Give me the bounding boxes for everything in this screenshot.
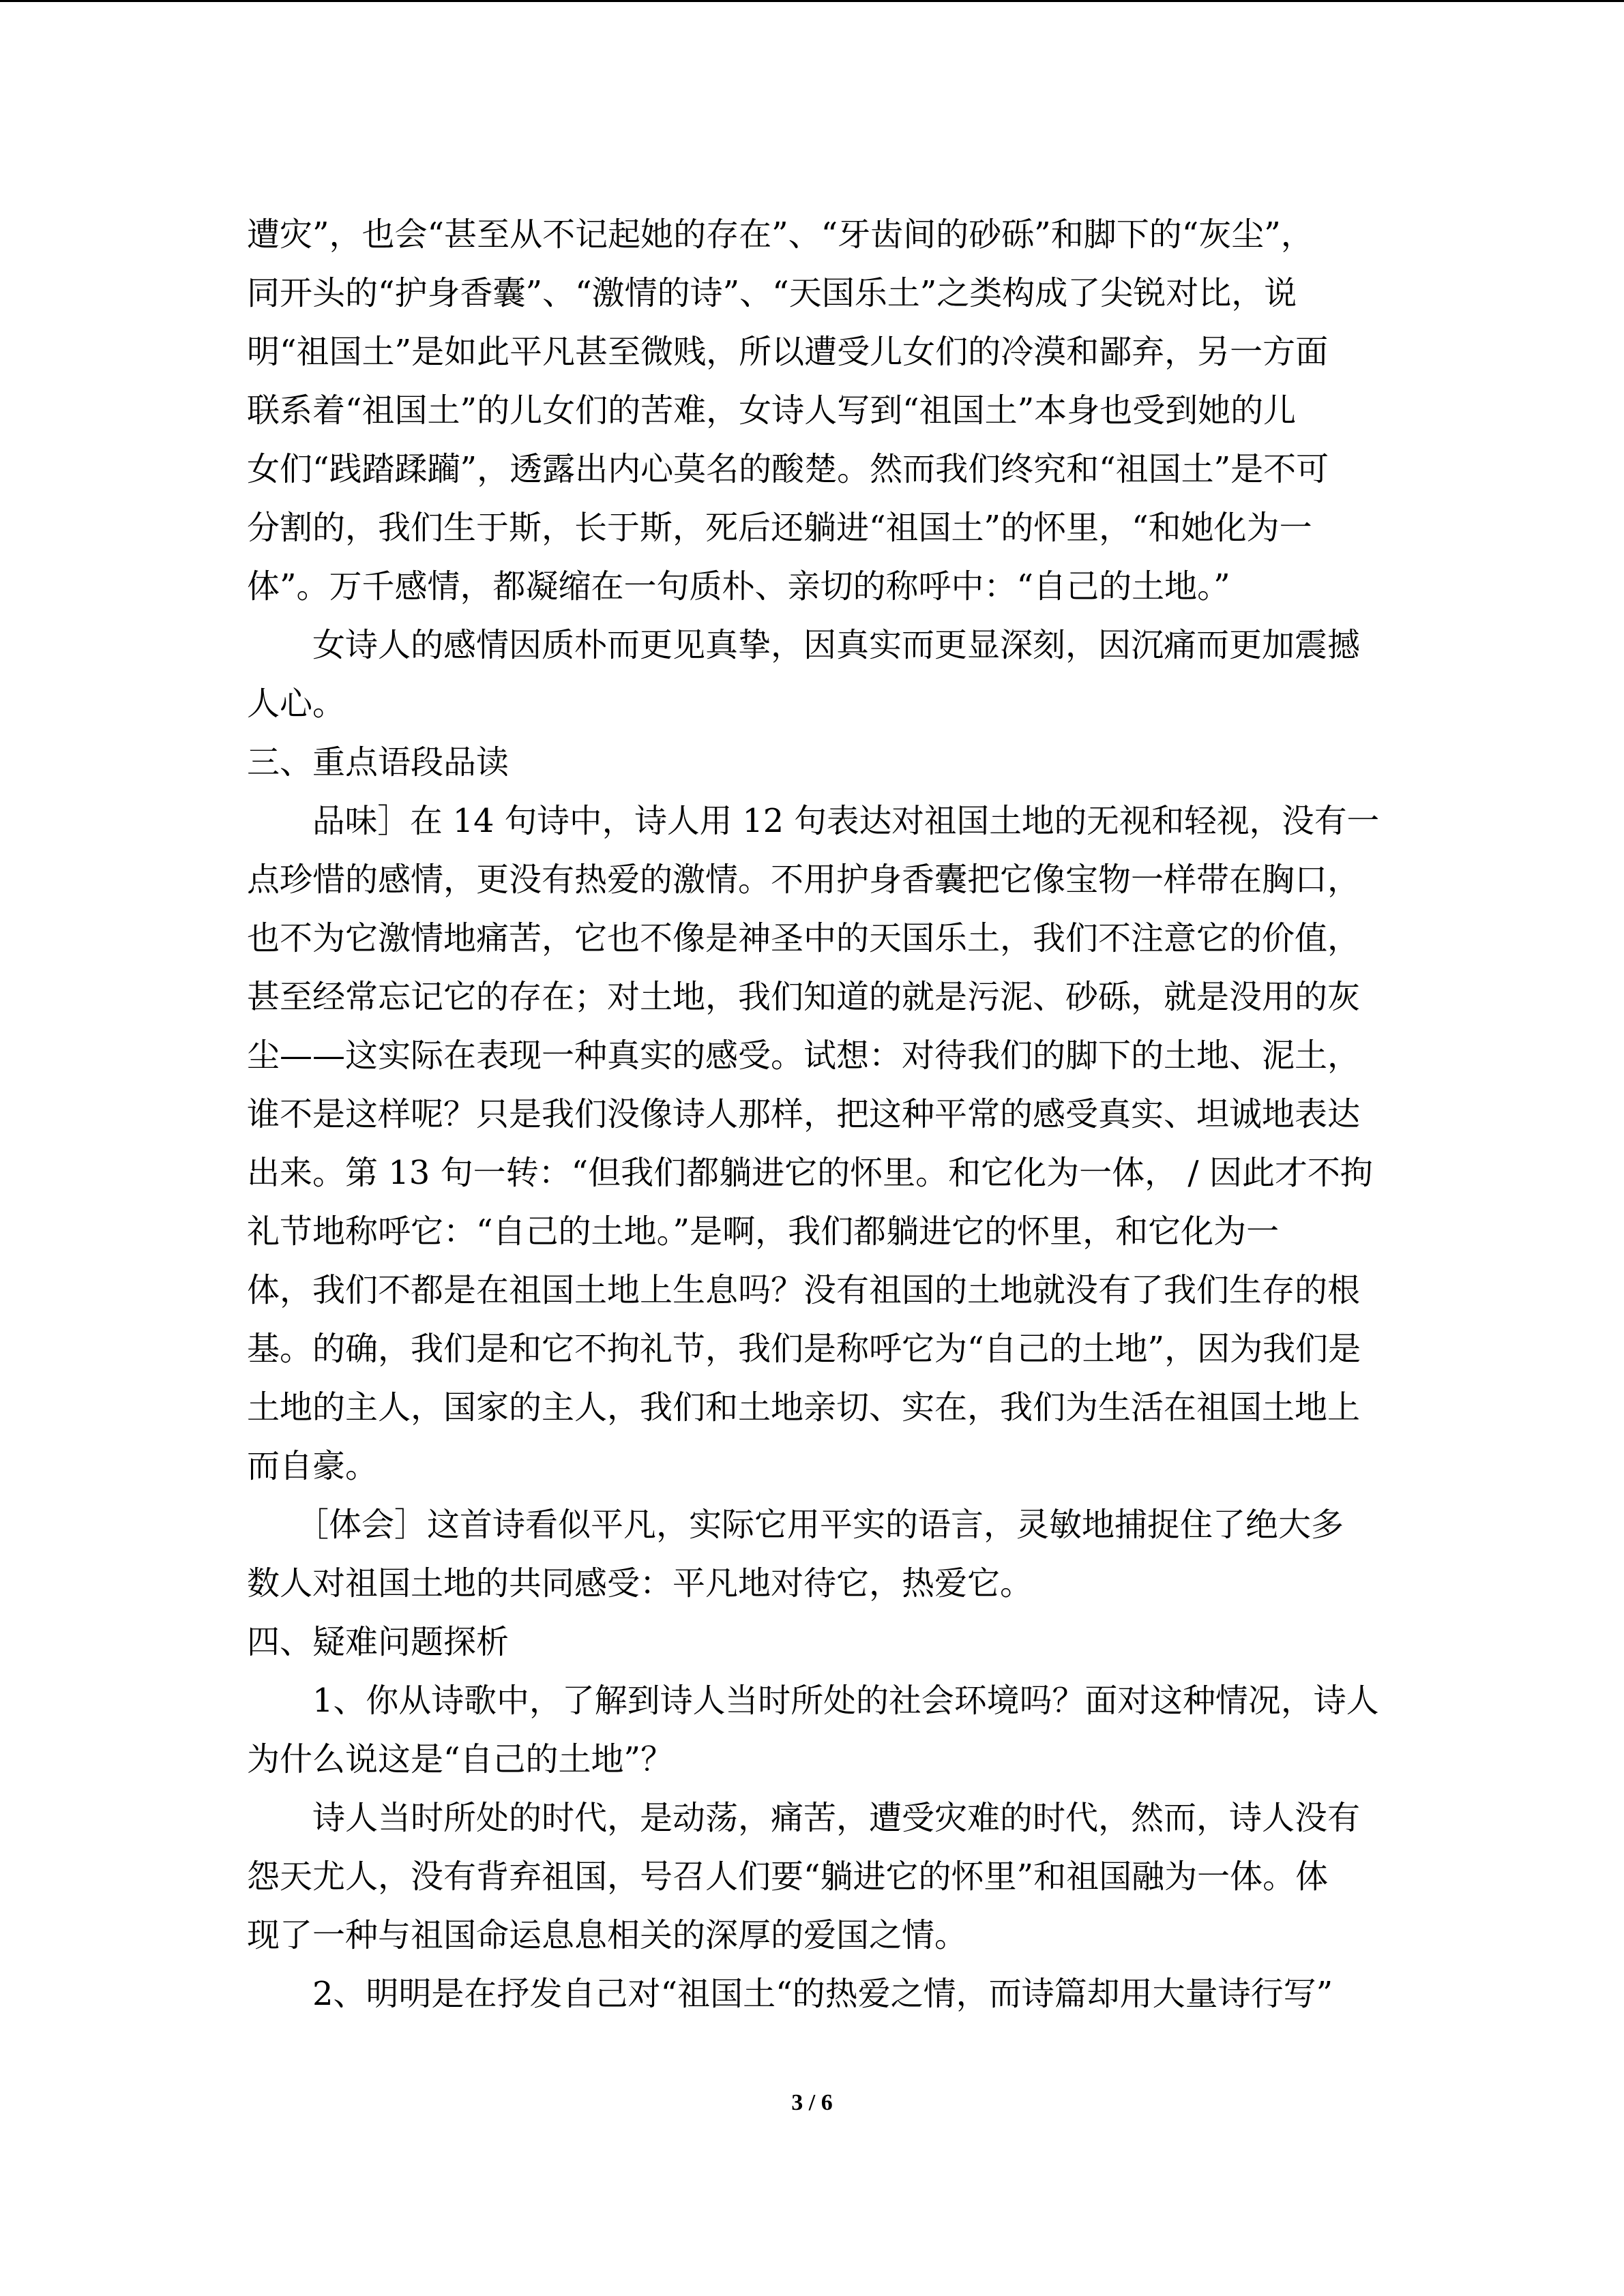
text-line: 分割的，我们生于斯，长于斯，死后还躺进“祖国土”的怀里，“和她化为一 (247, 509, 1312, 547)
text-line: 出来。第 13 句一转：“但我们都躺进它的怀里。和它化为一体， / 因此才不拘 (247, 1154, 1373, 1192)
top-border-line (0, 0, 1624, 2)
text-line: 点珍惜的感情，更没有热爱的激情。不用护身香囊把它像宝物一样带在胸口， (247, 861, 1361, 899)
text-line: 人心。 (247, 685, 346, 723)
text-line: 甚至经常忘记它的存在；对土地，我们知道的就是污泥、砂砾，就是没用的灰 (247, 978, 1361, 1016)
paragraph-first-line: 女诗人的感情因质朴而更见真挚，因真实而更显深刻，因沉痛而更加震撼 (312, 626, 1361, 664)
text-line: 遭灾”，也会“甚至从不记起她的存在”、“牙齿间的砂砾”和脚下的“灰尘”， (247, 215, 1314, 254)
page-number: 3 / 6 (791, 2090, 833, 2115)
paragraph-first-line: 品味］在 14 句诗中，诗人用 12 句表达对祖国土地的无视和轻视，没有一 (312, 802, 1380, 840)
text-line: 体，我们不都是在祖国土地上生息吗？没有祖国的土地就没有了我们生存的根 (247, 1271, 1361, 1309)
text-line: 同开头的“护身香囊”、“激情的诗”、“天国乐土”之类构成了尖锐对比，说 (247, 274, 1297, 312)
text-line: 礼节地称呼它：“自己的土地。”是啊，我们都躺进它的怀里，和它化为一 (247, 1212, 1280, 1251)
text-line: 土地的主人，国家的主人，我们和土地亲切、实在，我们为生活在祖国土地上 (247, 1388, 1361, 1427)
text-line: 而自豪。 (247, 1447, 379, 1485)
text-line: 体”。万千感情，都凝缩在一句质朴、亲切的称呼中：“自己的土地。” (247, 567, 1230, 606)
text-line: 数人对祖国土地的共同感受：平凡地对待它，热爱它。 (247, 1564, 1033, 1602)
text-line: 谁不是这样呢？只是我们没像诗人那样，把这种平常的感受真实、坦诚地表达 (247, 1095, 1361, 1133)
question-line: 2、明明是在抒发自己对“祖国土“的热爱之情，而诗篇却用大量诗行写” (312, 1975, 1333, 2013)
text-line: 现了一种与祖国命运息息相关的深厚的爱国之情。 (247, 1916, 968, 1954)
paragraph-first-line: ［体会］这首诗看似平凡，实际它用平实的语言，灵敏地捕捉住了绝大多 (296, 1506, 1344, 1544)
text-line: 也不为它激情地痛苦，它也不像是神圣中的天国乐土，我们不注意它的价值， (247, 919, 1361, 957)
question-line: 1、你从诗歌中，了解到诗人当时所处的社会环境吗？面对这种情况，诗人 (312, 1682, 1379, 1720)
paragraph-first-line: 诗人当时所处的时代，是动荡，痛苦，遭受灾难的时代，然而，诗人没有 (312, 1799, 1361, 1837)
text-line: 怨天尤人，没有背弃祖国，号召人们要“躺进它的怀里”和祖国融为一体。体 (247, 1858, 1329, 1896)
section-heading: 四、疑难问题探析 (247, 1623, 510, 1661)
text-line: 为什么说这是“自己的土地”？ (247, 1740, 674, 1778)
text-line: 尘——这实际在表现一种真实的感受。试想：对待我们的脚下的土地、泥土， (247, 1037, 1361, 1075)
section-heading: 三、重点语段品读 (247, 743, 510, 781)
text-line: 明“祖国土”是如此平凡甚至微贱，所以遭受儿女们的冷漠和鄙弃，另一方面 (247, 333, 1329, 371)
text-line: 基。的确，我们是和它不拘礼节，我们是称呼它为“自己的土地”，因为我们是 (247, 1330, 1361, 1368)
text-line: 女们“践踏蹂躏”，透露出内心莫名的酸楚。然而我们终究和“祖国土”是不可 (247, 450, 1329, 488)
text-line: 联系着“祖国土”的儿女们的苦难，女诗人写到“祖国土”本身也受到她的儿 (247, 391, 1297, 430)
